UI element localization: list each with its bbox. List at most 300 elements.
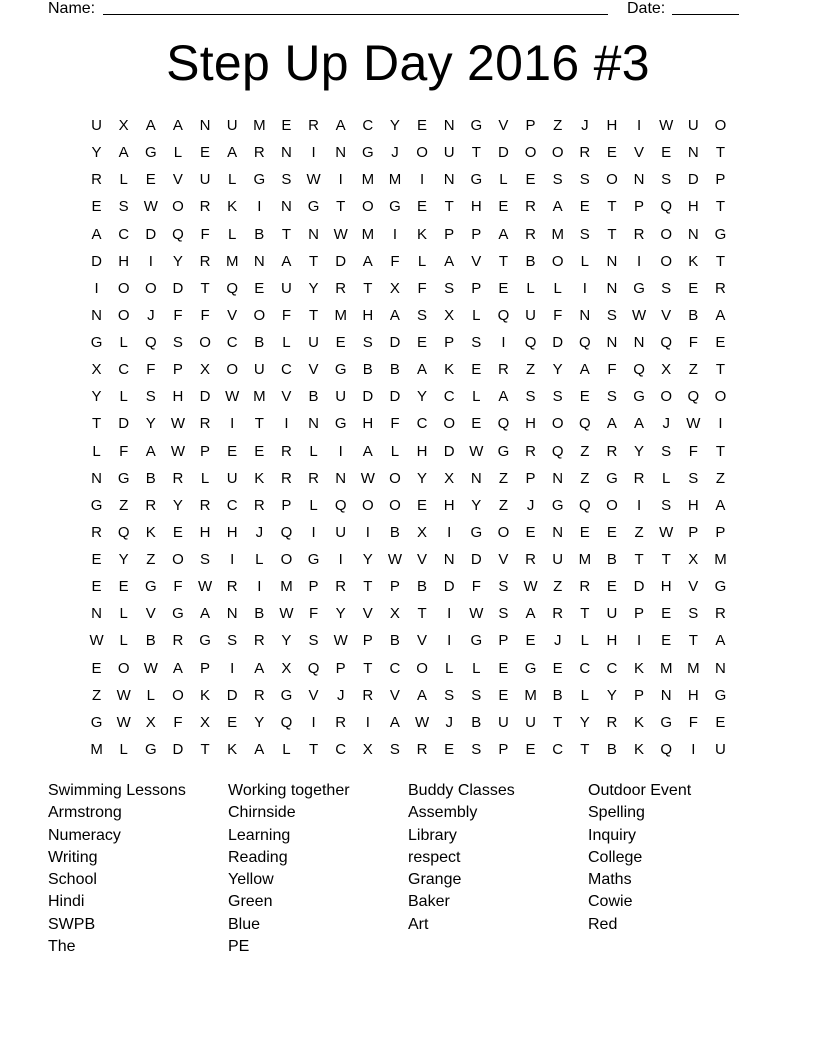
grid-letter[interactable]: F (417, 279, 427, 297)
grid-letter[interactable]: L (309, 442, 318, 460)
grid-letter[interactable]: J (147, 306, 155, 324)
grid-letter[interactable]: A (498, 388, 509, 406)
grid-letter[interactable]: I (257, 578, 262, 596)
grid-letter[interactable]: I (447, 523, 452, 541)
grid-letter[interactable]: N (335, 469, 347, 487)
grid-letter[interactable]: H (416, 442, 428, 460)
grid-letter[interactable]: B (552, 686, 563, 704)
grid-letter[interactable]: T (715, 361, 726, 379)
grid-letter[interactable]: G (144, 578, 157, 596)
grid-letter[interactable]: I (447, 632, 452, 650)
grid-letter[interactable]: T (580, 740, 590, 758)
grid-letter[interactable]: R (91, 171, 102, 189)
grid-letter[interactable]: E (471, 415, 482, 433)
grid-letter[interactable]: C (389, 659, 401, 677)
grid-letter[interactable]: T (580, 605, 590, 623)
grid-letter[interactable]: O (389, 469, 401, 487)
grid-letter[interactable]: I (94, 279, 99, 297)
grid-letter[interactable]: X (118, 117, 129, 135)
grid-letter[interactable]: S (606, 306, 617, 324)
grid-letter[interactable]: W (414, 713, 430, 731)
grid-letter[interactable]: E (552, 659, 563, 677)
grid-letter[interactable]: E (417, 198, 428, 216)
grid-letter[interactable]: W (333, 632, 348, 650)
grid-letter[interactable]: E (444, 740, 455, 758)
grid-letter[interactable]: Q (524, 334, 537, 352)
grid-letter[interactable]: V (688, 578, 699, 596)
grid-letter[interactable]: R (253, 144, 265, 162)
grid-letter[interactable]: E (688, 279, 699, 297)
grid-letter[interactable]: P (308, 578, 319, 596)
grid-letter[interactable]: S (444, 686, 455, 704)
grid-letter[interactable]: A (172, 117, 183, 135)
grid-letter[interactable]: H (118, 252, 130, 270)
grid-letter[interactable]: O (714, 388, 727, 406)
grid-letter[interactable]: B (145, 469, 156, 487)
grid-letter[interactable]: O (117, 659, 130, 677)
grid-letter[interactable]: F (308, 605, 319, 623)
grid-letter[interactable]: E (606, 144, 617, 162)
grid-letter[interactable]: E (498, 686, 509, 704)
grid-letter[interactable]: G (90, 496, 103, 514)
grid-letter[interactable]: W (225, 388, 240, 406)
grid-letter[interactable]: A (389, 713, 400, 731)
grid-letter[interactable]: T (607, 225, 617, 243)
grid-letter[interactable]: M (388, 171, 402, 189)
grid-letter[interactable]: A (606, 415, 617, 433)
grid-letter[interactable]: B (254, 605, 265, 623)
grid-letter[interactable]: E (579, 198, 590, 216)
grid-letter[interactable]: Q (578, 415, 591, 433)
grid-letter[interactable]: U (498, 713, 509, 731)
grid-letter[interactable]: E (91, 659, 102, 677)
grid-letter[interactable]: G (633, 279, 645, 297)
grid-letter[interactable]: W (143, 198, 158, 216)
grid-letter[interactable]: C (606, 659, 618, 677)
grid-letter[interactable]: Q (687, 388, 700, 406)
grid-letter[interactable]: Y (172, 252, 183, 270)
grid-letter[interactable]: O (117, 306, 130, 324)
grid-letter[interactable]: C (226, 496, 238, 514)
grid-letter[interactable]: V (389, 686, 400, 704)
grid-letter[interactable]: I (365, 523, 370, 541)
grid-letter[interactable]: Q (497, 306, 510, 324)
grid-letter[interactable]: N (91, 605, 102, 623)
grid-letter[interactable]: X (145, 713, 156, 731)
grid-letter[interactable]: M (361, 225, 375, 243)
grid-letter[interactable]: I (311, 144, 316, 162)
grid-letter[interactable]: N (281, 144, 292, 162)
grid-letter[interactable]: O (416, 144, 428, 162)
grid-letter[interactable]: L (119, 388, 128, 406)
grid-letter[interactable]: Z (146, 551, 156, 569)
grid-letter[interactable]: R (308, 469, 319, 487)
grid-letter[interactable]: F (146, 361, 156, 379)
grid-letter[interactable]: R (281, 442, 292, 460)
grid-letter[interactable]: F (553, 306, 563, 324)
grid-letter[interactable]: S (661, 496, 672, 514)
grid-letter[interactable]: N (552, 469, 564, 487)
grid-letter[interactable]: G (551, 496, 564, 514)
grid-letter[interactable]: A (362, 252, 373, 270)
grid-letter[interactable]: O (551, 415, 564, 433)
grid-letter[interactable]: R (715, 279, 726, 297)
grid-letter[interactable]: L (119, 740, 128, 758)
grid-letter[interactable]: I (582, 279, 587, 297)
grid-letter[interactable]: B (145, 632, 156, 650)
grid-letter[interactable]: T (363, 279, 373, 297)
grid-letter[interactable]: Z (580, 469, 590, 487)
grid-letter[interactable]: T (715, 252, 726, 270)
grid-letter[interactable]: E (91, 551, 102, 569)
grid-letter[interactable]: R (199, 496, 211, 514)
grid-letter[interactable]: Y (281, 632, 292, 650)
grid-letter[interactable]: C (579, 659, 591, 677)
grid-letter[interactable]: W (170, 415, 186, 433)
grid-letter[interactable]: E (417, 117, 428, 135)
grid-letter[interactable]: J (553, 632, 562, 650)
grid-letter[interactable]: W (143, 659, 158, 677)
grid-letter[interactable]: I (148, 252, 153, 270)
grid-letter[interactable]: R (525, 442, 536, 460)
grid-letter[interactable]: R (172, 469, 184, 487)
grid-letter[interactable]: H (687, 496, 699, 514)
grid-letter[interactable]: X (389, 279, 400, 297)
grid-letter[interactable]: R (335, 713, 347, 731)
grid-letter[interactable]: Q (551, 442, 564, 460)
grid-letter[interactable]: P (715, 523, 726, 541)
grid-letter[interactable]: K (145, 523, 156, 541)
grid-letter[interactable]: Y (634, 442, 645, 460)
grid-letter[interactable]: T (607, 198, 617, 216)
grid-letter[interactable]: H (226, 523, 238, 541)
grid-letter[interactable]: O (389, 496, 401, 514)
grid-letter[interactable]: N (606, 334, 618, 352)
grid-letter[interactable]: N (660, 686, 672, 704)
grid-letter[interactable]: O (606, 171, 618, 189)
grid-letter[interactable]: Z (688, 361, 698, 379)
grid-letter[interactable]: N (253, 252, 265, 270)
grid-letter[interactable]: L (662, 469, 671, 487)
grid-letter[interactable]: E (579, 388, 590, 406)
grid-letter[interactable]: B (254, 225, 265, 243)
grid-letter[interactable]: B (471, 713, 482, 731)
grid-letter[interactable]: N (91, 469, 102, 487)
grid-letter[interactable]: T (200, 740, 210, 758)
grid-letter[interactable]: E (661, 632, 672, 650)
grid-letter[interactable]: E (525, 171, 536, 189)
grid-letter[interactable]: K (634, 659, 645, 677)
grid-letter[interactable]: N (308, 415, 319, 433)
grid-letter[interactable]: H (660, 578, 672, 596)
grid-letter[interactable]: A (715, 632, 726, 650)
grid-letter[interactable]: E (281, 117, 292, 135)
grid-letter[interactable]: R (525, 225, 536, 243)
grid-letter[interactable]: N (579, 306, 591, 324)
grid-letter[interactable]: E (498, 279, 509, 297)
grid-letter[interactable]: H (470, 198, 482, 216)
grid-letter[interactable]: I (718, 415, 723, 433)
grid-letter[interactable]: S (525, 388, 536, 406)
grid-letter[interactable]: Q (280, 713, 293, 731)
grid-letter[interactable]: I (311, 713, 316, 731)
grid-letter[interactable]: G (633, 388, 645, 406)
grid-letter[interactable]: L (228, 225, 237, 243)
grid-letter[interactable]: N (443, 171, 455, 189)
grid-letter[interactable]: I (338, 442, 343, 460)
grid-letter[interactable]: W (306, 171, 321, 189)
grid-letter[interactable]: V (172, 171, 183, 189)
grid-letter[interactable]: O (226, 361, 239, 379)
grid-letter[interactable]: Z (525, 361, 536, 379)
grid-letter[interactable]: U (199, 171, 211, 189)
grid-letter[interactable]: M (714, 551, 727, 569)
grid-letter[interactable]: M (361, 171, 375, 189)
grid-letter[interactable]: Q (280, 523, 293, 541)
grid-letter[interactable]: P (498, 740, 509, 758)
grid-letter[interactable]: L (255, 551, 264, 569)
grid-letter[interactable]: H (362, 415, 374, 433)
grid-letter[interactable]: G (361, 144, 374, 162)
grid-letter[interactable]: Q (497, 415, 510, 433)
grid-letter[interactable]: B (525, 252, 536, 270)
grid-letter[interactable]: T (715, 144, 726, 162)
grid-letter[interactable]: H (443, 496, 455, 514)
grid-letter[interactable]: T (254, 415, 264, 433)
grid-letter[interactable]: O (660, 388, 673, 406)
grid-letter[interactable]: B (606, 551, 617, 569)
grid-letter[interactable]: G (90, 334, 103, 352)
grid-letter[interactable]: S (688, 469, 699, 487)
grid-letter[interactable]: W (659, 523, 674, 541)
grid-letter[interactable]: P (471, 225, 482, 243)
grid-letter[interactable]: L (472, 306, 481, 324)
grid-letter[interactable]: Q (633, 361, 645, 379)
grid-letter[interactable]: Q (660, 198, 673, 216)
grid-letter[interactable]: X (200, 361, 211, 379)
grid-letter[interactable]: B (389, 523, 400, 541)
grid-letter[interactable]: I (365, 713, 370, 731)
grid-letter[interactable]: G (253, 171, 266, 189)
grid-letter[interactable]: Z (634, 523, 644, 541)
grid-letter[interactable]: O (280, 551, 293, 569)
grid-letter[interactable]: R (416, 740, 428, 758)
grid-letter[interactable]: S (308, 632, 319, 650)
grid-letter[interactable]: R (362, 686, 374, 704)
grid-letter[interactable]: O (361, 496, 374, 514)
grid-letter[interactable]: W (523, 578, 538, 596)
grid-letter[interactable]: G (524, 659, 537, 677)
grid-letter[interactable]: Y (91, 144, 102, 162)
grid-letter[interactable]: I (691, 740, 696, 758)
grid-letter[interactable]: R (633, 469, 645, 487)
grid-letter[interactable]: M (253, 117, 266, 135)
grid-letter[interactable]: P (471, 279, 482, 297)
grid-letter[interactable]: G (714, 578, 727, 596)
grid-letter[interactable]: B (308, 388, 319, 406)
grid-letter[interactable]: V (471, 252, 482, 270)
grid-letter[interactable]: O (144, 279, 157, 297)
grid-letter[interactable]: V (498, 117, 509, 135)
grid-letter[interactable]: D (199, 388, 211, 406)
grid-letter[interactable]: A (552, 198, 563, 216)
grid-letter[interactable]: S (471, 334, 482, 352)
grid-letter[interactable]: Y (362, 551, 373, 569)
grid-letter[interactable]: W (89, 632, 104, 650)
grid-letter[interactable]: L (309, 496, 318, 514)
grid-letter[interactable]: O (551, 144, 564, 162)
grid-letter[interactable]: M (659, 659, 673, 677)
grid-letter[interactable]: S (498, 578, 509, 596)
grid-letter[interactable]: G (334, 361, 347, 379)
grid-letter[interactable]: S (471, 686, 482, 704)
grid-letter[interactable]: D (118, 415, 130, 433)
grid-letter[interactable]: F (281, 306, 292, 324)
grid-letter[interactable]: Y (606, 686, 617, 704)
grid-letter[interactable]: X (417, 523, 428, 541)
grid-letter[interactable]: D (226, 686, 238, 704)
grid-letter[interactable]: B (417, 578, 428, 596)
grid-letter[interactable]: L (228, 171, 237, 189)
grid-letter[interactable]: M (524, 686, 537, 704)
grid-letter[interactable]: H (525, 415, 536, 433)
grid-letter[interactable]: O (172, 551, 184, 569)
grid-letter[interactable]: L (146, 686, 155, 704)
grid-letter[interactable]: J (445, 713, 453, 731)
grid-letter[interactable]: F (173, 713, 183, 731)
grid-letter[interactable]: T (91, 415, 102, 433)
grid-letter[interactable]: I (257, 198, 262, 216)
grid-letter[interactable]: Z (498, 496, 509, 514)
grid-letter[interactable]: D (145, 225, 157, 243)
grid-letter[interactable]: M (280, 578, 293, 596)
grid-letter[interactable]: R (253, 496, 265, 514)
grid-letter[interactable]: S (552, 171, 563, 189)
grid-letter[interactable]: R (253, 686, 265, 704)
grid-letter[interactable]: F (390, 415, 400, 433)
grid-letter[interactable]: B (389, 632, 400, 650)
grid-letter[interactable]: N (335, 144, 347, 162)
grid-letter[interactable]: P (715, 171, 726, 189)
grid-letter[interactable]: T (498, 252, 509, 270)
grid-letter[interactable]: N (91, 306, 102, 324)
grid-letter[interactable]: T (308, 306, 319, 324)
grid-letter[interactable]: G (714, 686, 727, 704)
grid-letter[interactable]: A (227, 144, 238, 162)
grid-letter[interactable]: H (606, 117, 618, 135)
grid-letter[interactable]: D (172, 740, 184, 758)
grid-letter[interactable]: V (362, 605, 373, 623)
grid-letter[interactable]: E (91, 198, 102, 216)
grid-letter[interactable]: R (525, 551, 536, 569)
grid-letter[interactable]: J (526, 496, 535, 514)
grid-letter[interactable]: L (580, 632, 589, 650)
grid-letter[interactable]: R (579, 578, 591, 596)
grid-letter[interactable]: E (172, 523, 183, 541)
grid-letter[interactable]: G (172, 605, 184, 623)
grid-letter[interactable]: V (227, 306, 238, 324)
grid-letter[interactable]: K (200, 686, 211, 704)
grid-letter[interactable]: T (634, 551, 644, 569)
grid-letter[interactable]: S (552, 388, 563, 406)
grid-letter[interactable]: P (444, 225, 455, 243)
grid-letter[interactable]: T (715, 442, 726, 460)
grid-letter[interactable]: Y (118, 551, 129, 569)
grid-letter[interactable]: D (91, 252, 102, 270)
grid-letter[interactable]: M (551, 225, 564, 243)
grid-letter[interactable]: L (445, 659, 454, 677)
grid-letter[interactable]: I (230, 659, 235, 677)
grid-letter[interactable]: E (118, 578, 129, 596)
grid-letter[interactable]: K (688, 252, 699, 270)
grid-letter[interactable]: B (254, 334, 265, 352)
grid-letter[interactable]: W (387, 551, 403, 569)
grid-letter[interactable]: P (444, 334, 455, 352)
grid-letter[interactable]: W (631, 306, 647, 324)
grid-letter[interactable]: K (634, 713, 645, 731)
grid-letter[interactable]: E (715, 713, 726, 731)
grid-letter[interactable]: V (281, 388, 292, 406)
grid-letter[interactable]: E (417, 496, 428, 514)
grid-letter[interactable]: G (470, 523, 483, 541)
grid-letter[interactable]: T (281, 225, 292, 243)
grid-letter[interactable]: S (281, 171, 292, 189)
grid-letter[interactable]: W (116, 713, 131, 731)
grid-letter[interactable]: Y (389, 117, 400, 135)
grid-letter[interactable]: Q (660, 740, 673, 758)
grid-letter[interactable]: A (444, 252, 455, 270)
grid-letter[interactable]: X (444, 469, 455, 487)
grid-letter[interactable]: D (389, 388, 401, 406)
grid-letter[interactable]: U (308, 334, 319, 352)
grid-letter[interactable]: I (636, 496, 642, 514)
grid-letter[interactable]: T (417, 605, 427, 623)
grid-letter[interactable]: U (715, 740, 726, 758)
grid-letter[interactable]: P (634, 605, 645, 623)
grid-letter[interactable]: X (661, 361, 672, 379)
grid-letter[interactable]: O (551, 252, 564, 270)
grid-letter[interactable]: H (687, 198, 699, 216)
grid-letter[interactable]: T (200, 279, 210, 297)
grid-letter[interactable]: P (498, 632, 509, 650)
grid-letter[interactable]: D (335, 252, 347, 270)
grid-letter[interactable]: L (499, 171, 508, 189)
grid-letter[interactable]: U (226, 469, 238, 487)
grid-letter[interactable]: I (636, 117, 642, 135)
grid-letter[interactable]: M (578, 551, 592, 569)
grid-letter[interactable]: G (470, 632, 483, 650)
grid-letter[interactable]: X (389, 605, 400, 623)
grid-letter[interactable]: T (363, 659, 373, 677)
grid-letter[interactable]: W (469, 442, 484, 460)
grid-letter[interactable]: C (443, 388, 455, 406)
grid-letter[interactable]: D (389, 334, 401, 352)
grid-letter[interactable]: V (417, 551, 428, 569)
grid-letter[interactable]: Y (335, 605, 346, 623)
grid-letter[interactable]: Z (498, 469, 509, 487)
grid-letter[interactable]: O (253, 306, 266, 324)
grid-letter[interactable]: G (90, 713, 103, 731)
grid-letter[interactable]: W (170, 442, 186, 460)
grid-letter[interactable]: R (253, 632, 265, 650)
grid-letter[interactable]: A (118, 144, 129, 162)
grid-letter[interactable]: I (338, 551, 343, 569)
grid-letter[interactable]: E (91, 578, 102, 596)
grid-letter[interactable]: S (661, 171, 672, 189)
grid-letter[interactable]: G (307, 198, 320, 216)
grid-letter[interactable]: R (281, 469, 292, 487)
grid-letter[interactable]: D (687, 171, 699, 189)
